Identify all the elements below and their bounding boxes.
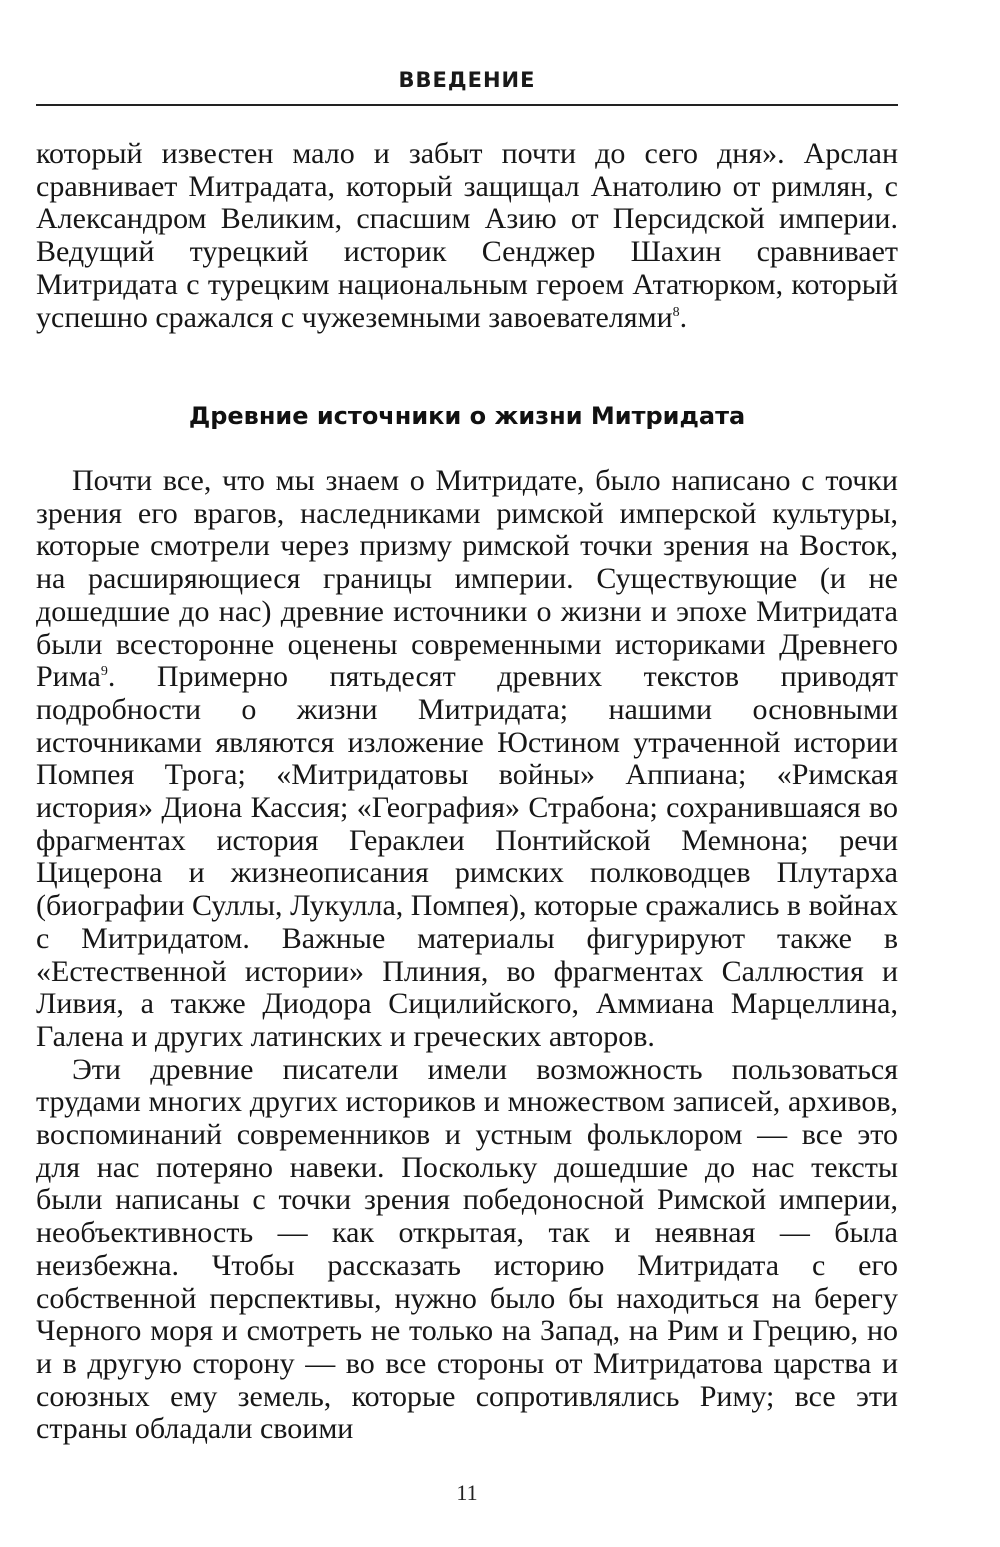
paragraph-continued bbox=[36, 138, 898, 334]
paragraph-1-text: который известен мало и забыт почти до сего дня». Арслан сравнивает Митрадата, который защищал Анатолию от римлян, с Александром Великим, спасшим Азию от Персидской империи. Ведущий турецкий историк Сенджер Шахин сравнивает Митридата с турецким национальным героем Ататюрком, который успешно сражался с чужеземными завоевателями bbox=[36, 137, 898, 334]
section-body bbox=[36, 465, 898, 1446]
footnote-ref-9[interactable]: 9 bbox=[100, 664, 108, 680]
paragraph-2-text-after: . Примерно пятьдесят древних текстов приводят подробности о жизни Митридата; нашими основными источниками являются изложение Юстином утраченной истории Помпея Трога; «Митридатовы войны» Аппиана; «Римская история» Диона Кассия; «География» Страбона; сохранившаяся во фрагментах история Гераклеи Понтийской Мемнона; речи Цицерона и жизнеописания римских полководцев Плутарха (биографии Суллы, Лукулла, Помпея), которые сражались в войнах с Митридатом. Важные материалы фигурируют также в «Естественной истории» Плиния, во фрагментах Саллюстия и Ливия, а также Диодора Сицилийского, Аммиана Марцеллина, Галена и других латинских и греческих авторов. bbox=[36, 660, 898, 1053]
paragraph-sources bbox=[36, 465, 898, 1054]
page-number: 11 bbox=[456, 1480, 478, 1505]
paragraph-ancient-writers: Эти древние писатели имели возможность пользоваться трудами многих других историков и множеством записей, архивов, воспоминаний современников и устным фольклором — все это для нас потеряно навеки. Поскольку дошедшие до нас тексты были написаны с точки зрения победоносной Римской империи, необъективность — как открытая, так и неявная — была неизбежна. Чтобы рассказать историю Митридата с его собственной перспективы, нужно было бы находиться на берегу Черного моря и смотреть не только на Запад, на Рим и Грецию, но и в другую сторону — во все стороны от Митридатова царства и союзных ему земель, которые сопротивлялись Риму; все эти страны обладали своими bbox=[36, 1052, 898, 1446]
header-rule bbox=[36, 104, 898, 106]
running-head: ВВЕДЕНИЕ bbox=[398, 68, 536, 92]
paragraph-1-end: . bbox=[679, 300, 688, 334]
paragraph-2-text-before: Почти все, что мы знаем о Митридате, было написано с точки зрения его врагов, наследниками римской имперской культуры, которые смотрели через призму римской точки зрения на Восток, на расширяющиеся границы империи. Существующие (и не дошедшие до нас) древние источники о жизни и эпохе Митридата были всесторонне оценены современными историками Древнего Рима bbox=[36, 464, 898, 694]
continued-paragraph-block bbox=[36, 138, 898, 334]
section-heading: Древние источники о жизни Митридата bbox=[188, 402, 746, 430]
footnote-ref-8[interactable]: 8 bbox=[672, 304, 680, 320]
